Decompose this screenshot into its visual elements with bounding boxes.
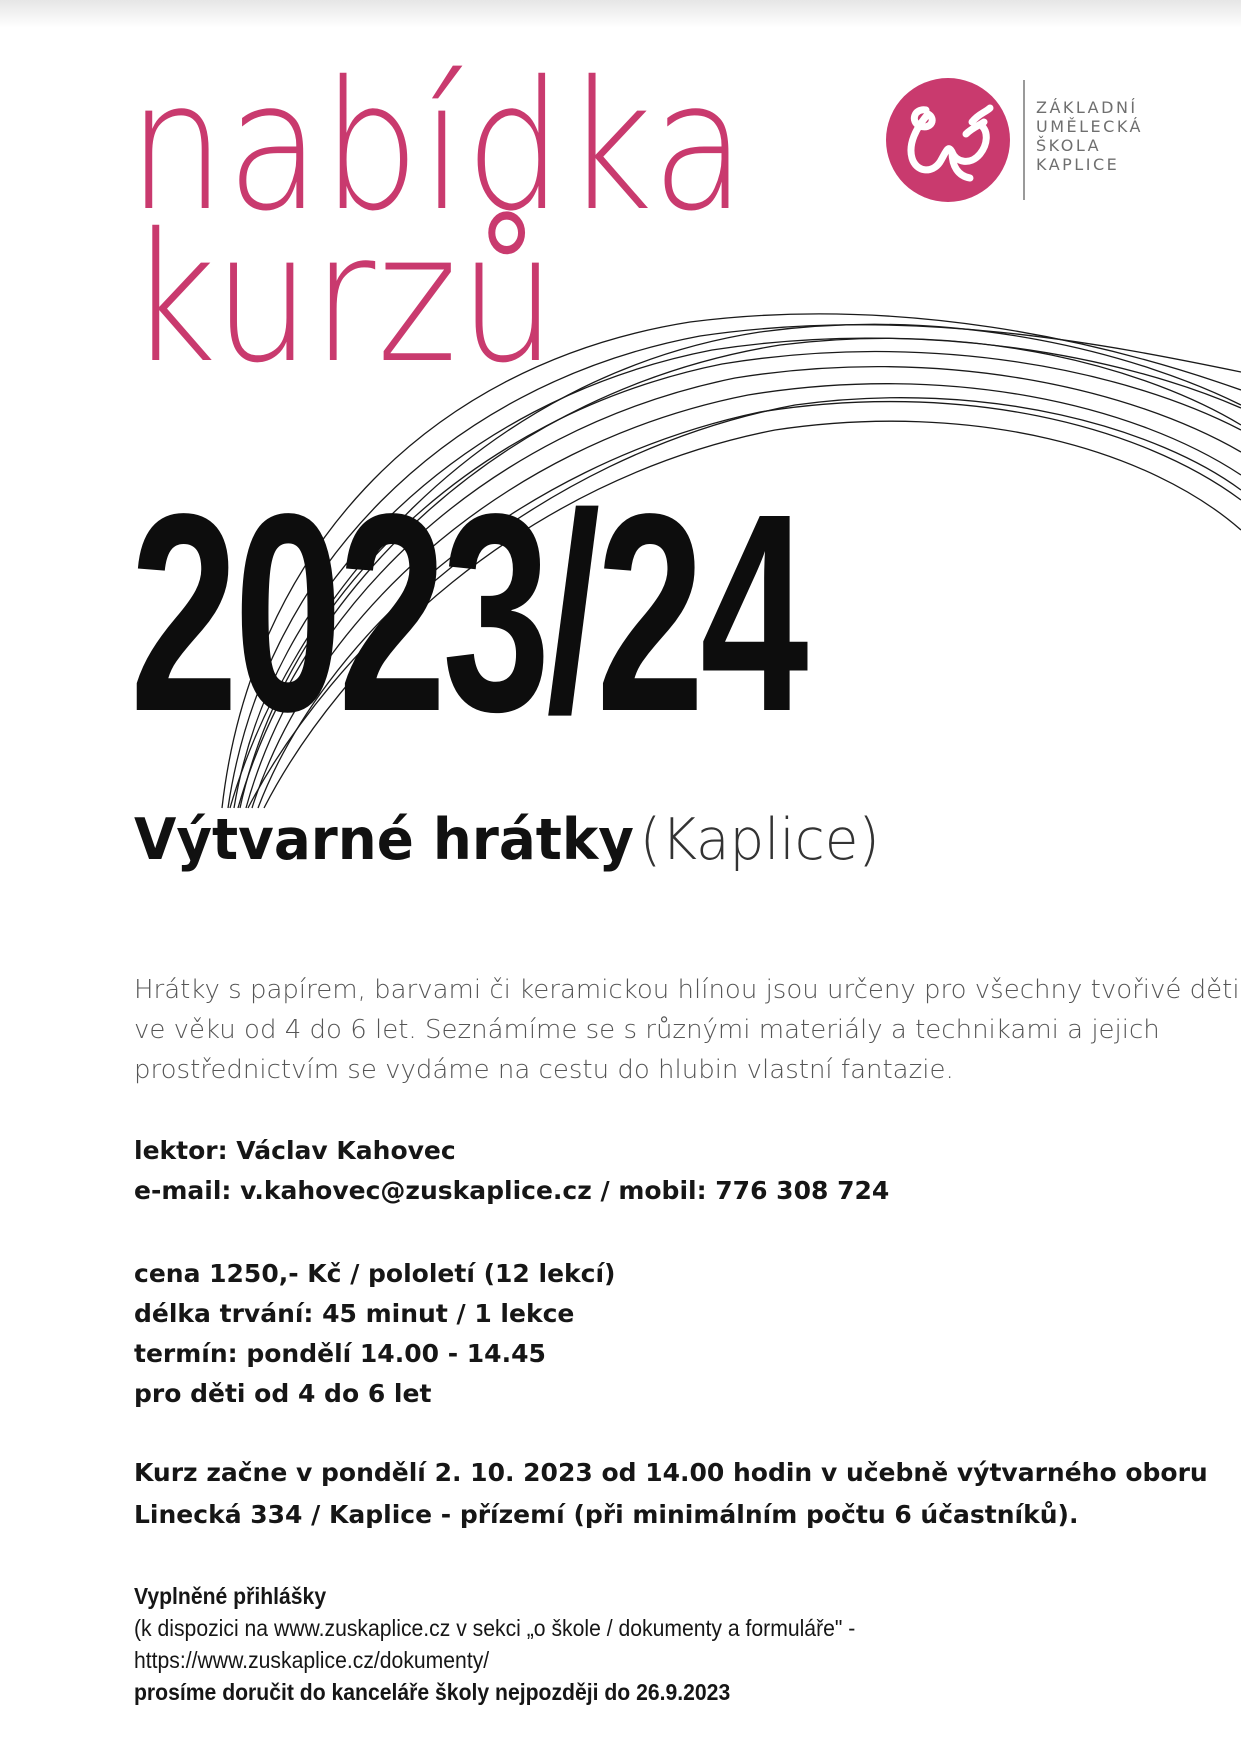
school-name-line: KAPLICE (1036, 155, 1120, 174)
course-details (134, 1254, 615, 1414)
school-name-line: ŠKOLA (1036, 136, 1102, 155)
course-place: (Kaplice) (639, 807, 880, 873)
description-line: Hrátky s papírem, barvami či keramickou hlínou jsou určeny pro všechny tvořivé děti (134, 975, 1240, 1005)
top-edge-shadow (0, 0, 1241, 28)
start-line: Kurz začne v pondělí 2. 10. 2023 od 14.00 hodin v učebně výtvarného oboru (134, 1458, 1208, 1487)
price: cena 1250,- Kč / pololetí (12 lekcí) (134, 1259, 616, 1288)
swan-logo-icon (886, 78, 1010, 202)
contact-info (134, 1131, 889, 1211)
headline-line-2: kurzů (128, 195, 558, 402)
school-name-line: ZÁKLADNÍ (1036, 98, 1138, 117)
course-name: Výtvarné hrátky (134, 807, 634, 873)
applications-url: https://www.zuskaplice.cz/dokumenty/ (134, 1647, 490, 1673)
applications-availability: (k dispozici na www.zuskaplice.cz v sekci „o škole / dokumenty a formuláře" - (134, 1615, 856, 1641)
school-name-line: UMĚLECKÁ (1036, 117, 1143, 136)
school-logo (886, 78, 1146, 206)
applications-title: Vyplněné přihlášky (134, 1583, 327, 1609)
duration: délka trvání: 45 minut / 1 lekce (134, 1299, 575, 1328)
age-range: pro děti od 4 do 6 let (134, 1379, 432, 1408)
course-start (134, 1452, 1208, 1536)
school-name (1036, 98, 1143, 174)
course-description (134, 970, 1240, 1090)
description-line: ve věku od 4 do 6 let. Seznámíme se s různými materiály a technikami a jejich (134, 1015, 1160, 1045)
description-line: prostřednictvím se vydáme na cestu do hlubin vlastní fantazie. (134, 1055, 954, 1085)
lector: lektor: Václav Kahovec (134, 1136, 456, 1165)
school-year: 2023/24 (130, 455, 805, 770)
applications-deadline: prosíme doručit do kanceláře školy nejpozději do 26.9.2023 (134, 1679, 731, 1705)
course-title (134, 807, 880, 873)
start-line: Linecká 334 / Kaplice - přízemí (při minimálním počtu 6 účastníků). (134, 1500, 1079, 1529)
email-mobile: e-mail: v.kahovec@zuskaplice.cz / mobil: 776 308 724 (134, 1176, 890, 1205)
logo-divider (1023, 80, 1025, 200)
applications-note (134, 1580, 918, 1708)
headline-line-1: nabídka (128, 43, 748, 250)
term: termín: pondělí 14.00 - 14.45 (134, 1339, 546, 1368)
